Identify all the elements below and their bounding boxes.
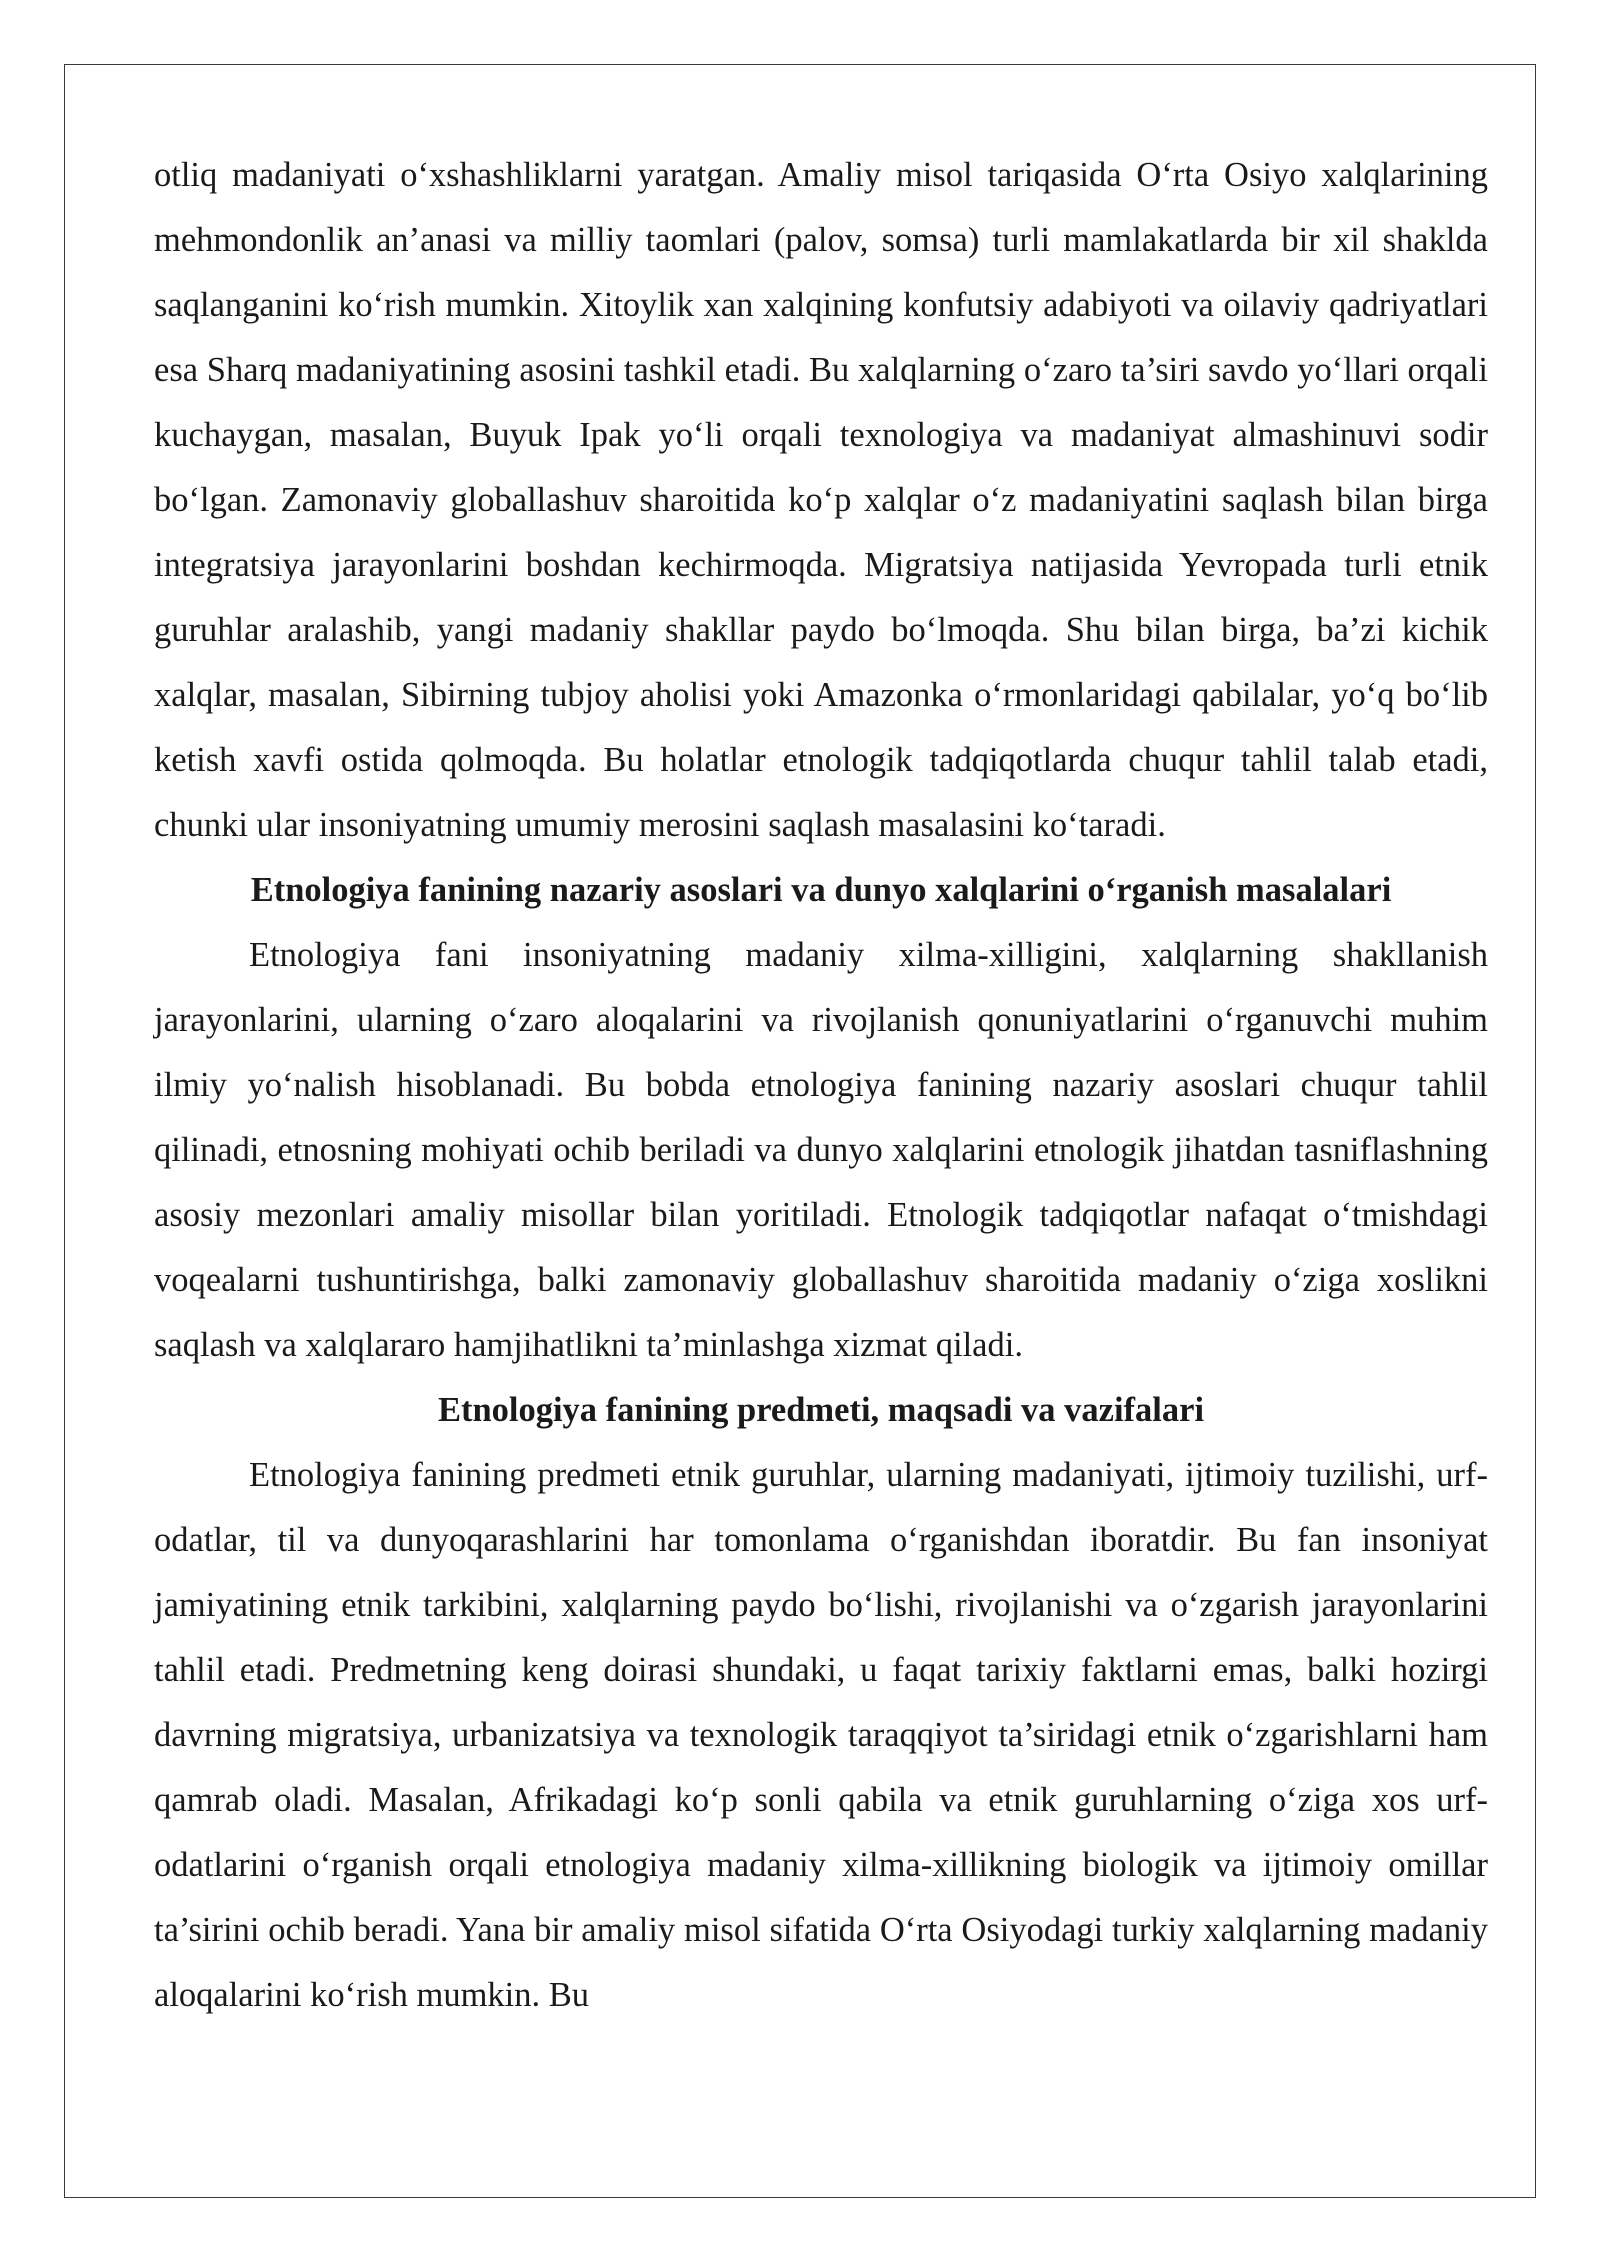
paragraph-continuation: otliq madaniyati oʻxshashliklarni yaratgan. Amaliy misol tariqasida Oʻrta Osiyo xalqlarining mehmondonlik an’anasi va milliy taomlari (palov, somsa) turli mamlakatlarda bir xil shaklda saqlanganini koʻrish mumkin. Xitoylik xan xalqining konfutsiy adabiyoti va oilaviy qadriyatlari esa Sharq madaniyatining asosini tashkil etadi. Bu xalqlarning oʻzaro ta’siri savdo yoʻllari orqali kuchaygan, masalan, Buyuk Ipak yoʻli orqali texnologiya va madaniyat almashinuvi sodir boʻlgan. Zamonaviy globallashuv sharoitida koʻp xalqlar oʻz madaniyatini saqlash bilan birga integratsiya jarayonlarini boshdan kechirmoqda. Migratsiya natijasida Yevropada turli etnik guruhlar aralashib, yangi madaniy shakllar paydo boʻlmoqda. Shu bilan birga, ba’zi kichik xalqlar, masalan, Sibirning tubjoy aholisi yoki Amazonka oʻrmonlaridagi qabilalar, yoʻq boʻlib ketish xavfi ostida qolmoqda. Bu holatlar etnologik tadqiqotlarda chuqur tahlil talab etadi, chunki ular insoniyatning umumiy merosini saqlash masalasini koʻtaradi.: [154, 156, 1488, 844]
document-body: [154, 143, 1488, 2028]
section-heading-subject-goals: Etnologiya fanining predmeti, maqsadi va vazifalari: [437, 1391, 1205, 1429]
paragraph-subject: Etnologiya fanining predmeti etnik guruhlar, ularning madaniyati, ijtimoiy tuzilishi, urf-odatlar, til va dunyoqarashlarini har tomonlama oʻrganishdan iboratdir. Bu fan insoniyat jamiyatining etnik tarkibini, xalqlarning paydo boʻlishi, rivojlanishi va oʻzgarish jarayonlarini tahlil etadi. Predmetning keng doirasi shundaki, u faqat tarixiy faktlarni emas, balki hozirgi davrning migratsiya, urbanizatsiya va texnologik taraqqiyot ta’siridagi etnik oʻzgarishlarni ham qamrab oladi. Masalan, Afrikadagi koʻp sonli qabila va etnik guruhlarning oʻziga xos urf-odatlarini oʻrganish orqali etnologiya madaniy xilma-xillikning biologik va ijtimoiy omillar ta’sirini ochib beradi. Yana bir amaliy misol sifatida Oʻrta Osiyodagi turkiy xalqlarning madaniy aloqalarini koʻrish mumkin. Bu: [154, 1456, 1488, 2014]
paragraph-intro: Etnologiya fani insoniyatning madaniy xilma-xilligini, xalqlarning shakllanish jarayonlarini, ularning oʻzaro aloqalarini va rivojlanish qonuniyatlarini oʻrganuvchi muhim ilmiy yoʻnalish hisoblanadi. Bu bobda etnologiya fanining nazariy asoslari chuqur tahlil qilinadi, etnosning mohiyati ochib beriladi va dunyo xalqlarini etnologik jihatdan tasniflashning asosiy mezonlari amaliy misollar bilan yoritiladi. Etnologik tadqiqotlar nafaqat oʻtmishdagi voqealarni tushuntirishga, balki zamonaviy globallashuv sharoitida madaniy oʻziga xoslikni saqlash va xalqlararo hamjihatlikni ta’minlashga xizmat qiladi.: [154, 936, 1488, 1364]
section-heading-theoretical-foundations: Etnologiya fanining nazariy asoslari va dunyo xalqlarini oʻrganish masalalari: [250, 871, 1392, 909]
